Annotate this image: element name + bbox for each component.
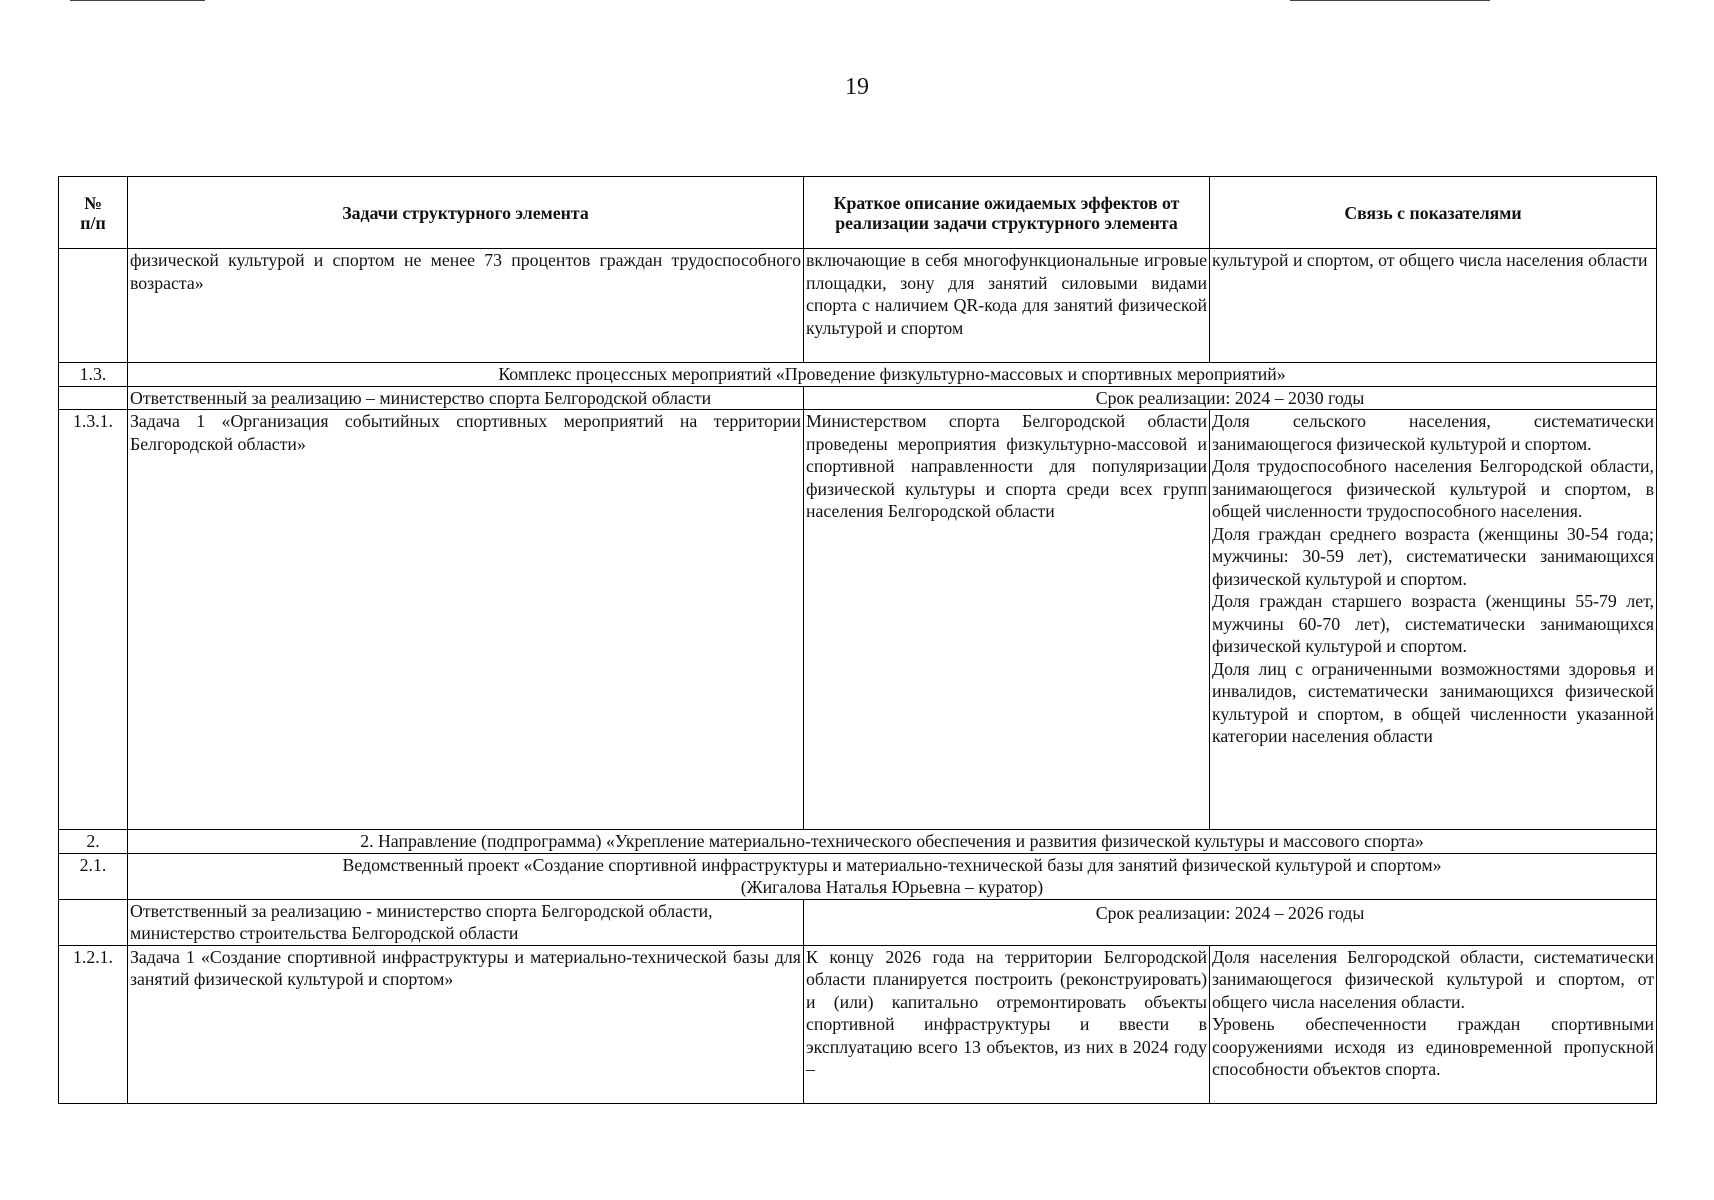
row1-indicators: культурой и спортом, от общего числа населения области <box>1210 249 1657 363</box>
section-row <box>59 830 1657 854</box>
row5-num: 2. <box>59 830 128 854</box>
responsible-row <box>59 899 1657 945</box>
row3-num <box>59 386 128 410</box>
scan-edge-top-right <box>1290 0 1490 1</box>
indicator-item: Доля граждан старшего возраста (женщины 55-79 лет, мужчины 60-70 лет), систематически занимающихся физической культурой и спортом. <box>1212 591 1654 656</box>
row7-responsible: Ответственный за реализацию - министерство спорта Белгородской области, министерство строительства Белгородской области <box>128 899 804 945</box>
row8-num: 1.2.1. <box>59 945 128 1103</box>
row2-title: Комплекс процессных мероприятий «Проведение физкультурно-массовых и спортивных мероприятий» <box>128 363 1657 387</box>
page-number: 19 <box>845 74 869 100</box>
indicator-item: Доля трудоспособного населения Белгородской области, занимающегося физической культурой и спортом, в общей численности трудоспособного населения. <box>1212 456 1654 521</box>
indicator-item: Доля лиц с ограниченными возможностями здоровья и инвалидов, систематически занимающихся физической культурой и спортом, в общей численности указанной категории населения области <box>1212 658 1654 746</box>
header-effects: Краткое описание ожидаемых эффектов от реализации задачи структурного элемента <box>804 177 1210 249</box>
row4-effects: Министерством спорта Белгородской области проведены мероприятия физкультурно-массовой и спортивной направленности для популяризации физической культуры и спорта среди всех групп населения Белгородской области <box>804 410 1210 830</box>
indicator-item: Доля граждан среднего возраста (женщины 30-54 года; мужчины: 30-59 лет), систематически занимающихся физической культурой и спортом. <box>1212 523 1654 589</box>
row7-num <box>59 899 128 945</box>
indicator-item: Доля сельского населения, систематически занимающегося физической культурой и спортом. <box>1212 411 1654 454</box>
header-tasks: Задачи структурного элемента <box>128 177 804 249</box>
row5-title: 2. Направление (подпрограмма) «Укрепление материально-технического обеспечения и развития физической культуры и массового спорта» <box>128 830 1657 854</box>
responsible-row <box>59 386 1657 410</box>
row7-period: Срок реализации: 2024 – 2026 годы <box>804 899 1657 945</box>
row8-indicators <box>1210 945 1657 1103</box>
indicator-item: Доля населения Белгородской области, систематически занимающегося физической культурой и спортом, от общего числа населения области. <box>1212 946 1654 1012</box>
table-row <box>59 410 1657 830</box>
indicator-item: Уровень обеспеченности граждан спортивными сооружениями исходя из единовременной пропускной способности объектов спорта. <box>1212 1014 1654 1079</box>
header-indicators: Связь с показателями <box>1210 177 1657 249</box>
row6-title: Ведомственный проект «Создание спортивной инфраструктуры и материально-технической базы для занятий физической культурой и спортом» <box>342 854 1442 875</box>
row3-period: Срок реализации: 2024 – 2030 годы <box>804 386 1657 410</box>
row6-curator: (Жигалова Наталья Юрьевна – куратор) <box>740 877 1044 897</box>
row6-num: 2.1. <box>59 853 128 899</box>
row1-tasks: физической культурой и спортом не менее 73 процентов граждан трудоспособного возраста» <box>128 249 804 363</box>
row1-num <box>59 249 128 363</box>
row4-num: 1.3.1. <box>59 410 128 830</box>
row4-indicators <box>1210 410 1657 830</box>
row8-tasks: Задача 1 «Создание спортивной инфраструктуры и материально-технической базы для занятий физической культурой и спортом» <box>128 945 804 1103</box>
row2-num: 1.3. <box>59 363 128 387</box>
table-header-row <box>59 177 1657 249</box>
row4-tasks: Задача 1 «Организация событийных спортивных мероприятий на территории Белгородской области» <box>128 410 804 830</box>
row3-responsible: Ответственный за реализацию – министерство спорта Белгородской области <box>128 386 804 410</box>
row1-effects: включающие в себя многофункциональные игровые площадки, зону для занятий силовыми видами спорта с наличием QR-кода для занятий физической культурой и спортом <box>804 249 1210 363</box>
header-num: № п/п <box>59 177 128 249</box>
table-row <box>59 945 1657 1103</box>
section-row <box>59 853 1657 899</box>
program-table <box>58 176 1657 1104</box>
row8-effects: К концу 2026 года на территории Белгородской области планируется построить (реконструировать) и (или) капитально отремонтировать объекты спортивной инфраструктуры и ввести в эксплуатацию всего 13 объектов, из них в 2024 году – <box>804 945 1210 1103</box>
section-row <box>59 363 1657 387</box>
row6-title-cell <box>128 853 1657 899</box>
scan-edge-top-left <box>70 0 205 1</box>
table-row <box>59 249 1657 363</box>
